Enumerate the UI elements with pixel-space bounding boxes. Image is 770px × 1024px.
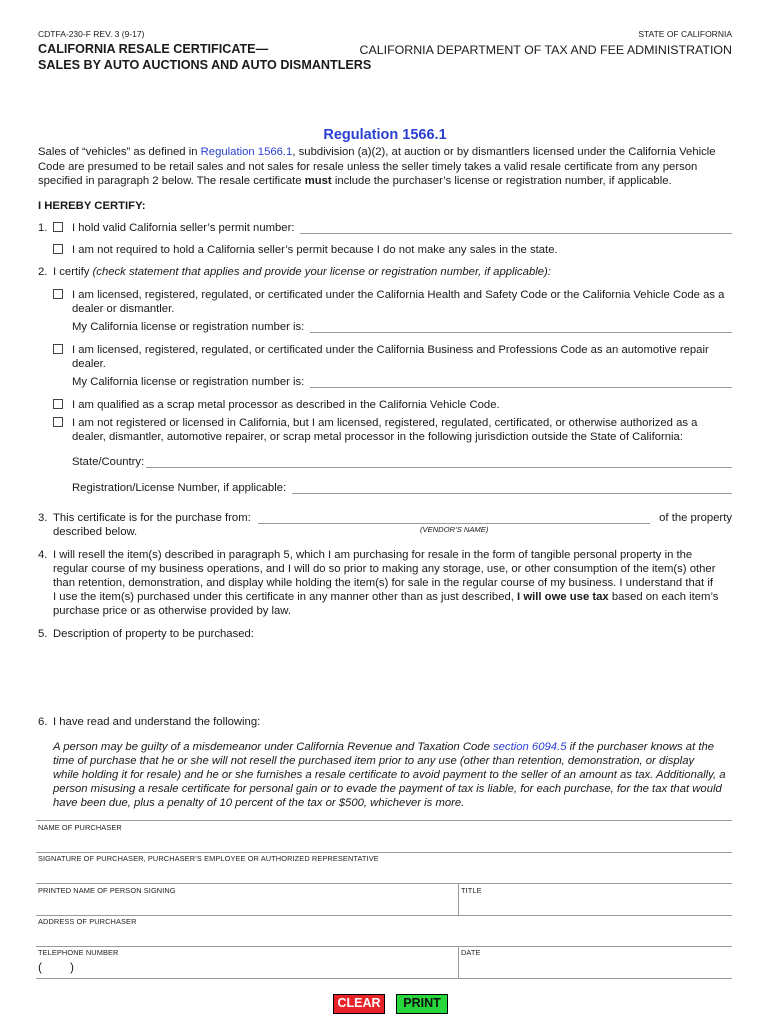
health-safety-code-checkbox[interactable] xyxy=(53,289,63,299)
warning-line1 xyxy=(53,740,714,755)
item1-option-a-label: I hold valid California seller’s permit number: xyxy=(72,222,295,234)
divider xyxy=(36,915,732,916)
title-label: TITLE xyxy=(461,886,482,895)
divider xyxy=(36,978,732,979)
item3-label: This certificate is for the purchase from: xyxy=(53,512,251,524)
warning-line5: have been due, plus a penalty of 10 percent of the tax or $500, whichever is more. xyxy=(53,797,465,809)
warning-line4: person misusing a resale certificate for personal gain or to evade the payment of tax is liable, for each purchase, for the tax that would xyxy=(53,783,722,795)
telephone-label: TELEPHONE NUMBER xyxy=(38,948,119,957)
name-of-purchaser-field[interactable] xyxy=(38,832,732,850)
item4-line2: regular course of my business operations, and I will do so prior to making any storage, use, or other consumption of the item(s) other xyxy=(53,563,716,575)
intro-text: Sales of “vehicles” as defined in xyxy=(38,146,201,158)
intro-line2: Code are presumed to be retail sales and not sales for resale unless the seller timely takes a valid resale certificate from any person xyxy=(38,160,698,173)
title-field[interactable] xyxy=(461,895,732,913)
vertical-divider xyxy=(458,883,459,915)
registration-license-field[interactable] xyxy=(292,493,732,494)
section-6094-5-link[interactable]: section 6094.5 xyxy=(493,741,567,753)
state-label: STATE OF CALIFORNIA xyxy=(638,29,732,39)
form-number: CDTFA-230-F REV. 3 (9-17) xyxy=(38,29,145,39)
printed-name-label: PRINTED NAME OF PERSON SIGNING xyxy=(38,886,176,895)
item2-instruction: (check statement that applies and provide your license or registration number, if applicable): xyxy=(92,266,551,278)
intro-line3 xyxy=(38,174,672,189)
vertical-divider xyxy=(458,946,459,978)
item2-text xyxy=(53,265,551,280)
address-label: ADDRESS OF PURCHASER xyxy=(38,917,137,926)
item6-number: 6. xyxy=(38,716,48,728)
intro-text: include the purchaser’s license or registration number, if applicable. xyxy=(331,175,672,187)
warning-text: if the purchaser knows at the xyxy=(566,741,715,753)
intro-text: specified in paragraph 2 below. The resale certificate xyxy=(38,175,305,187)
address-field[interactable] xyxy=(38,926,732,944)
divider xyxy=(36,946,732,947)
item4-text: I use the item(s) purchased under this certificate in any manner other than as just described, xyxy=(53,591,518,603)
item4-line1: I will resell the item(s) described in paragraph 5, which I am purchasing for resale in the form of tangible personal property in the xyxy=(53,549,693,561)
form-title-line1: CALIFORNIA RESALE CERTIFICATE— xyxy=(38,42,269,56)
state-country-field[interactable] xyxy=(146,467,732,468)
divider xyxy=(36,883,732,884)
option-b-line2: dealer. xyxy=(72,358,106,370)
signature-label: SIGNATURE OF PURCHASER, PURCHASER’S EMPLOYEE OR AUTHORIZED REPRESENTATIVE xyxy=(38,854,379,863)
regulation-heading: Regulation 1566.1 xyxy=(323,127,447,143)
no-permit-checkbox[interactable] xyxy=(53,244,63,254)
item4-line5: purchase price or as otherwise provided by law. xyxy=(53,605,291,617)
date-label: DATE xyxy=(461,948,481,957)
option-b-line1: I am licensed, registered, regulated, or certificated under the California Business and Professions Code as an automotive repair xyxy=(72,344,709,356)
printed-name-field[interactable] xyxy=(38,895,456,913)
option-d-line2: dealer, dismantler, automotive repairer, or scrap metal processor in the following jurisdiction outside the State of California: xyxy=(72,431,683,443)
out-of-state-checkbox[interactable] xyxy=(53,417,63,427)
license-number-field-b[interactable] xyxy=(310,387,732,388)
option-d-line1: I am not registered or licensed in California, but I am licensed, registered, regulated, certificated, or otherwise authorized as a xyxy=(72,417,698,429)
item4-line3: than retention, demonstration, and display while holding the item(s) for sale in the regular course of my business. I understand that if xyxy=(53,577,713,589)
scrap-metal-checkbox[interactable] xyxy=(53,399,63,409)
warning-line3: while holding it for resale) and he or she furnishes a resale certificate to avoid payment to the seller of an amount as tax. Additionally, a xyxy=(53,769,726,781)
item2-lead: I certify xyxy=(53,266,93,278)
item4-line4 xyxy=(53,590,718,605)
option-a-line2: dealer or dismantler. xyxy=(72,303,175,315)
option-c-label: I am qualified as a scrap metal processor as described in the California Vehicle Code. xyxy=(72,399,500,411)
seller-permit-number-field[interactable] xyxy=(300,233,732,234)
date-field[interactable] xyxy=(461,958,732,976)
item5-label: Description of property to be purchased: xyxy=(53,628,254,640)
item1-number: 1. xyxy=(38,222,48,234)
telephone-field[interactable] xyxy=(44,958,454,976)
item3-number: 3. xyxy=(38,512,48,524)
license-label-a: My California license or registration number is: xyxy=(72,321,305,333)
intro-emphasis: must xyxy=(304,175,332,187)
intro-line1 xyxy=(38,145,716,160)
license-label-b: My California license or registration number is: xyxy=(72,376,305,388)
vendor-name-caption: (VENDOR’S NAME) xyxy=(420,525,489,534)
item1-option-b-label: I am not required to hold a California seller’s permit because I do not make any sales in the state. xyxy=(72,244,558,256)
print-button[interactable]: PRINT xyxy=(396,994,448,1014)
license-number-field-a[interactable] xyxy=(310,332,732,333)
warning-text: A person may be guilty of a misdemeanor under California Revenue and Taxation Code xyxy=(53,741,493,753)
item6-label: I have read and understand the following: xyxy=(53,716,261,728)
business-professions-code-checkbox[interactable] xyxy=(53,344,63,354)
warning-line2: time of purchase that he or she will not resell the purchased item prior to any use (other than retention, demonstration, or display xyxy=(53,755,695,767)
intro-text: , subdivision (a)(2), at auction or by dismantlers licensed under the California Vehicle xyxy=(292,146,716,158)
item4-number: 4. xyxy=(38,549,48,561)
item4-text: based on each item’s xyxy=(608,591,719,603)
phone-paren-close: ) xyxy=(70,960,74,974)
department-name: CALIFORNIA DEPARTMENT OF TAX AND FEE ADMINISTRATION xyxy=(359,43,732,57)
divider xyxy=(36,820,732,821)
seller-permit-checkbox[interactable] xyxy=(53,222,63,232)
item3-line2: described below. xyxy=(53,526,138,538)
certify-heading: I HEREBY CERTIFY: xyxy=(38,200,146,212)
signature-field[interactable] xyxy=(38,863,732,881)
divider xyxy=(36,852,732,853)
item2-number: 2. xyxy=(38,266,48,278)
item5-number: 5. xyxy=(38,628,48,640)
option-a-line1: I am licensed, registered, regulated, or certificated under the California Health and Safety Code or the California Vehicle Code as a xyxy=(72,289,725,301)
item3-suffix: of the property xyxy=(659,512,732,524)
clear-button[interactable]: CLEAR xyxy=(333,994,385,1014)
property-description-field[interactable] xyxy=(53,642,732,704)
regulation-link[interactable]: Regulation 1566.1 xyxy=(200,146,293,158)
vendor-name-field[interactable] xyxy=(258,523,650,524)
registration-license-label: Registration/License Number, if applicable: xyxy=(72,482,287,494)
item4-emphasis: I will owe use tax xyxy=(517,591,609,603)
phone-paren-open: ( xyxy=(38,960,42,974)
name-of-purchaser-label: NAME OF PURCHASER xyxy=(38,823,122,832)
state-country-label: State/Country: xyxy=(72,456,145,468)
form-title-line2: SALES BY AUTO AUCTIONS AND AUTO DISMANTLERS xyxy=(38,58,372,72)
